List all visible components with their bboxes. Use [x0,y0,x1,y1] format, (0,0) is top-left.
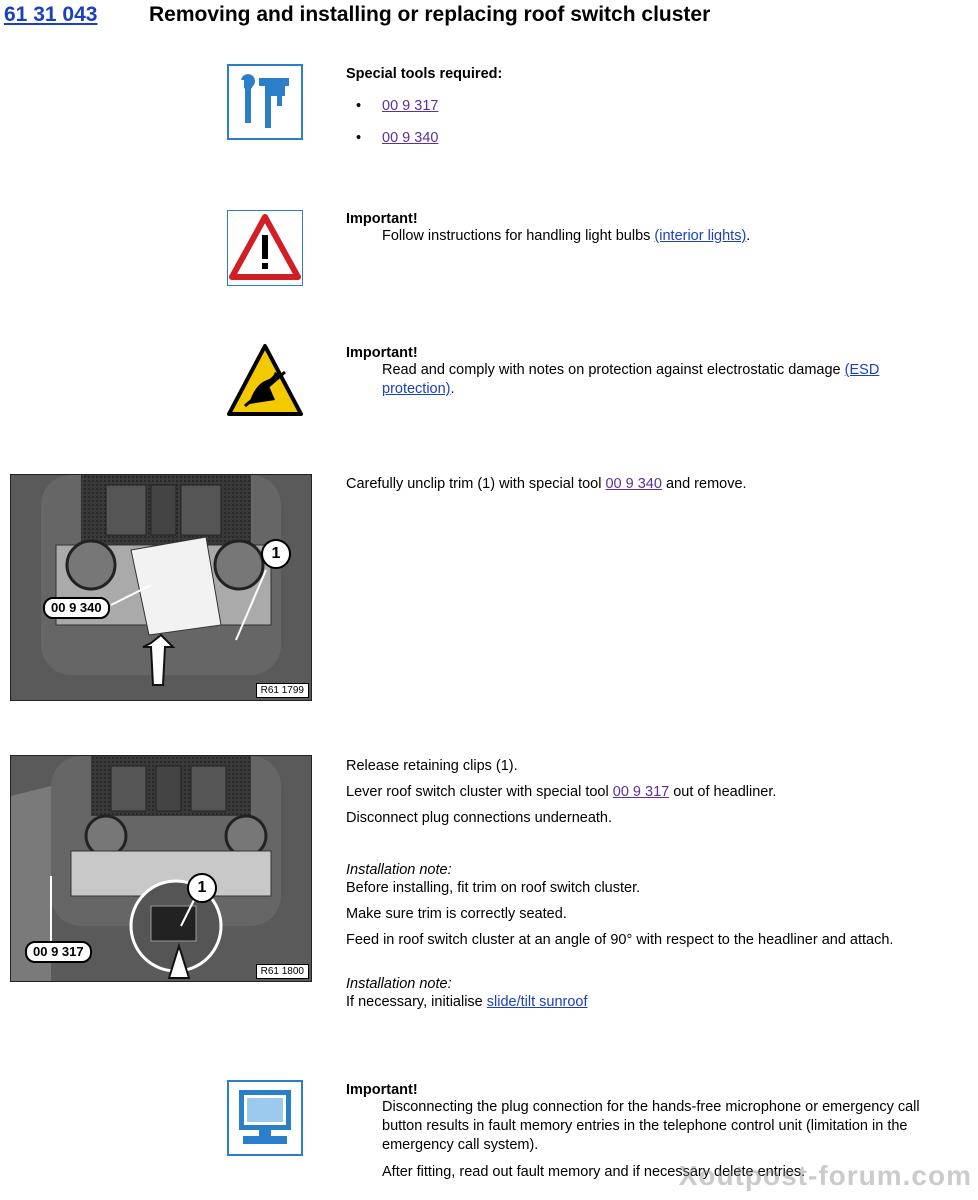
diagnosis-monitor-icon [227,1080,303,1156]
section-code-link[interactable]: 61 31 043 [4,3,98,26]
step2-text [346,757,966,1019]
instruction-line: Disconnect plug connections underneath. [346,810,613,826]
tool-link-009340[interactable]: 00 9 340 [605,476,662,492]
tool-link-009317[interactable]: 00 9 317 [382,98,439,114]
warning-heading: Important! [346,345,418,361]
list-item [346,98,502,114]
special-tools-heading: Special tools required: [346,66,503,82]
instruction-line: Make sure trim is correctly seated. [346,906,567,922]
warning-block-esd [346,345,936,407]
installation-note-label: Installation note: [346,862,452,878]
warning-triangle-icon [227,210,303,286]
tool-link-009317[interactable]: 00 9 317 [612,784,670,800]
tool-label: 00 9 340 [43,597,110,619]
callout-1: 1 [261,539,291,569]
figure-ref: R61 1800 [256,964,309,979]
installation-note-label: Installation note: [346,976,452,992]
warning-block-bulbs [346,211,946,253]
warning-text: Disconnecting the plug connection for the hands-free microphone or emergency call button results in fault memory entries in the telephone control unit (limitation in the emergency call system). [382,1099,920,1153]
tool-label: 00 9 317 [25,941,92,963]
esd-warning-icon [227,342,303,418]
warning-text: Follow instructions for handling light bulbs (interior lights). [382,228,751,244]
tool-link-009340[interactable]: 00 9 340 [382,130,439,146]
instruction-line: Release retaining clips (1). [346,758,518,774]
instruction-line: Feed in roof switch cluster at an angle of 90° with respect to the headliner and attach. [346,932,894,948]
list-item [346,130,502,146]
watermark: Xoutpost-forum.com [678,1160,972,1191]
special-tools-section [346,66,502,146]
instruction-line: Before installing, fit trim on roof switch cluster. [346,880,641,896]
step1-text: Carefully unclip trim (1) with special tool 00 9 340 and remove. [346,476,747,492]
callout-1: 1 [187,873,217,903]
warning-text: Read and comply with notes on protection against electrostatic damage (ESD protection). [382,362,880,397]
warning-text: After fitting, read out fault memory and if necessary delete entries. [382,1164,806,1180]
special-tools-list [346,98,502,146]
interior-lights-link[interactable]: (interior lights) [654,228,747,244]
instruction-line: If necessary, initialise slide/tilt sunroof [346,994,588,1010]
page-title: Removing and installing or replacing roof switch cluster [149,3,711,26]
esd-protection-link[interactable]: (ESD protection) [382,362,880,397]
figure-ref: R61 1799 [256,683,309,698]
sunroof-link[interactable]: slide/tilt sunroof [486,994,588,1010]
instruction-line: Lever roof switch cluster with special tool 00 9 317 out of headliner. [346,784,777,800]
figure-r61-1800 [10,755,312,982]
warning-heading: Important! [346,211,418,227]
special-tools-icon [227,64,303,140]
figure-r61-1799 [10,474,312,701]
warning-heading: Important! [346,1082,418,1098]
